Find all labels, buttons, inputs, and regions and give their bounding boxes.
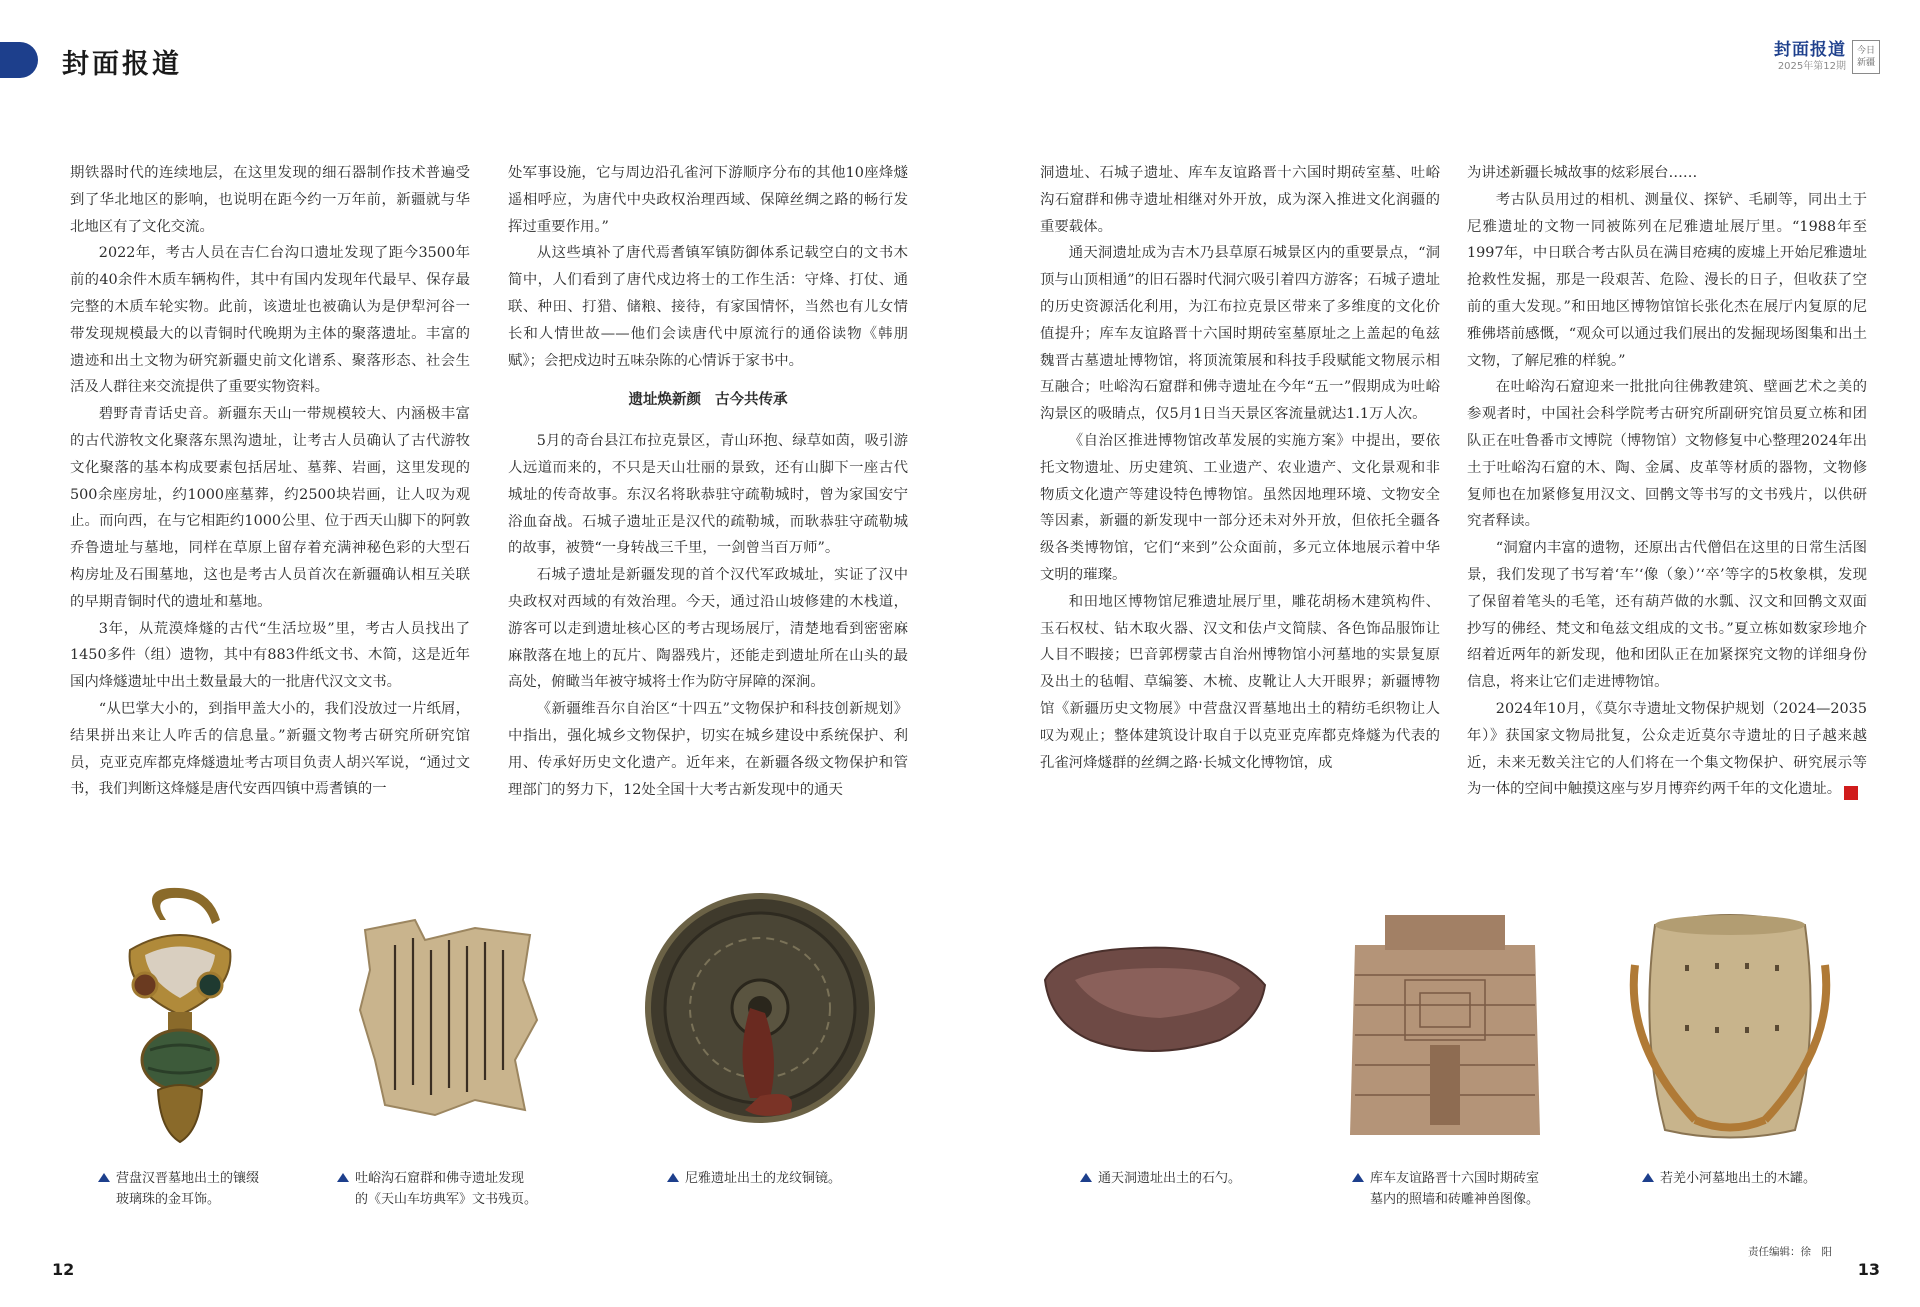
paragraph: 2022年，考古人员在吉仁台沟口遗址发现了距今3500年前的40余件木质车辆构件，其中有国内发现年代最早、保存最完整的木质车轮实物。此前，该遗址也被确认为是伊犁河谷一带发现规模最大的以青铜时代晚期为主体的聚落遗址。丰富的遗迹和出土文物为研究新疆史前文化谱系、聚落形态、社会生活及人群往来交流提供了重要实物资料。 [70, 245, 470, 396]
paragraph: 期铁器时代的连续地层，在这里发现的细石器制作技术普遍受到了华北地区的影响，也说明在距今约一万年前，新疆就与华北地区有了文化交流。 [70, 165, 470, 235]
manuscript-fragment-image [355, 910, 545, 1120]
paragraph: 《新疆维吾尔自治区“十四五”文物保护和科技创新规划》中指出，强化城乡文物保护，切实在城乡建设中系统保护、利用、传承好历史文化遗产。近年来，在新疆各级文物保护和管理部门的努力下，12处全国十大考古新发现中的通天 [508, 701, 908, 798]
article-column-3 [1040, 160, 1440, 776]
triangle-icon [1080, 1173, 1092, 1182]
triangle-icon [667, 1173, 679, 1182]
gold-earring-image [100, 880, 260, 1150]
paragraph: 《自治区推进博物馆改革发展的实施方案》中提出，要依托文物遗址、历史建筑、工业遗产、农业遗产、文化景观和非物质文化遗产等建设特色博物馆。虽然因地理环境、文物安全等因素，新疆的新发现中一部分还未对外开放，但依托全疆各级各类博物馆，它们“来到”公众面前，多元立体地展示着中华文明的璀璨。 [1040, 432, 1440, 583]
paragraph: “从巴掌大小的，到指甲盖大小的，我们没放过一片纸屑，结果拼出来让人咋舌的信息量。”新疆文物考古研究所研究馆员，克亚克库都克烽燧遗址考古项目负责人胡兴军说，“通过文书，我们判断这烽燧是唐代安西四镇中焉耆镇的一 [70, 700, 470, 798]
brand-name: 封面报道 [1774, 40, 1846, 60]
page-number-right: 13 [1857, 1260, 1880, 1279]
article-column-2 [508, 160, 908, 803]
paragraph: 从这些填补了唐代焉耆镇军镇防御体系记载空白的文书木简中，人们看到了唐代戍边将士的工作生活：守烽、打仗、通联、种田、打猎、储粮、接待，有家国情怀，当然也有儿女情长和人情世故——他们会读唐代中原流行的通俗读物《韩朋赋》；会把戍边时五味杂陈的心情诉于家书中。 [508, 245, 908, 369]
wooden-jar-image [1625, 905, 1835, 1145]
paragraph: 3年，从荒漠烽燧的古代“生活垃圾”里，考古人员找出了1450多件（组）遗物，其中有883件纸文书、木简，这是近年国内烽燧遗址中出土数量最大的一批唐代汉文文书。 [70, 620, 470, 691]
paragraph: “洞窟内丰富的遗物，还原出古代僧侣在这里的日常生活图景，我们发现了书写着‘车’‘像（象）’‘卒’等字的5枚象棋，发现了保留着笔头的毛笔，还有葫芦做的水瓢、汉文和回鹘文双面抄写的佛经、梵文和龟兹文组成的文书。”夏立栋如数家珍地介绍着近两年的新发现，他和团队正在加紧探究文物的详细身份信息，将来让它们走进博物馆。 [1467, 540, 1867, 691]
triangle-icon [1642, 1173, 1654, 1182]
magazine-brand [1774, 40, 1880, 74]
brick-wall-image [1345, 905, 1545, 1145]
magazine-logo-icon: 今日 新疆 [1852, 40, 1880, 74]
article-column-4 [1467, 160, 1876, 803]
section-title: 封面报道 [62, 49, 182, 80]
article-column-1 [70, 160, 470, 803]
triangle-icon [1352, 1173, 1364, 1182]
section-tab-marker [0, 42, 38, 78]
paragraph: 考古队员用过的相机、测量仪、探铲、毛刷等，同出土于尼雅遗址的文物一同被陈列在尼雅遗址展厅里。“1988年至1997年，中日联合考古队员在满目疮痍的废墟上开始尼雅遗址抢救性发掘，那是一段艰苦、危险、漫长的日子，但收获了空前的重大发现。”和田地区博物馆馆长张化杰在展厅内复原的尼雅佛塔前感慨，“观众可以通过我们展出的发掘现场图集和出土文物，了解尼雅的样貌。” [1467, 191, 1867, 369]
paragraph: 碧野青青话史音。新疆东天山一带规模较大、内涵极丰富的古代游牧文化聚落东黑沟遗址，让考古人员确认了古代游牧文化聚落的基本构成要素包括居址、墓葬、岩画，这里发现的500余座房址，约1000座墓葬，约2500块岩画，让人叹为观止。而向西，在与它相距约1000公里、位于西天山脚下的阿敦乔鲁遗址与墓地，同样在草原上留存着充满神秘色彩的大型石构房址及石围墓地，这也是考古人员首次在新疆确认相互关联的早期青铜时代的遗址和墓地。 [70, 406, 470, 610]
caption-wooden-jar: 若羌小河墓地出土的木罐。 [1642, 1168, 1816, 1189]
paragraph: 通天洞遗址成为吉木乃县草原石城景区内的重要景点，“洞顶与山顶相通”的旧石器时代洞穴吸引着四方游客；石城子遗址的历史资源活化利用，为江布拉克景区带来了多维度的文化价值提升；库车友谊路晋十六国时期砖室墓原址之上盖起的龟兹魏晋古墓遗址博物馆，将顶流策展和科技手段赋能文物展示相互融合；吐峪沟石窟群和佛寺遗址在今年“五一”假期成为吐峪沟景区的吸睛点，仅5月1日当天景区客流量就达1.1万人次。 [1040, 245, 1440, 423]
caption-bronze-mirror: 尼雅遗址出土的龙纹铜镜。 [667, 1168, 841, 1189]
paragraph: 石城子遗址是新疆发现的首个汉代军政城址，实证了汉中央政权对西域的有效治理。今天，通过沿山坡修建的木栈道，游客可以走到遗址核心区的考古现场展厅，清楚地看到密密麻麻散落在地上的瓦片、陶器残片，还能走到遗址所在山头的最高处，俯瞰当年被守城将士作为防守屏障的深涧。 [508, 567, 908, 691]
page-number-left: 12 [52, 1260, 75, 1279]
caption-manuscript: 吐峪沟石窟群和佛寺遗址发现 的《天山车坊典军》文书残页。 [337, 1168, 537, 1210]
paragraph: 和田地区博物馆尼雅遗址展厅里，雕花胡杨木建筑构件、玉石权杖、钻木取火器、汉文和佉卢文简牍、各色饰品服饰让人目不暇接；巴音郭楞蒙古自治州博物馆小河墓地的实景复原及出土的毡帽、草编篓、木梳、皮靴让人大开眼界；新疆博物馆《新疆历史文物展》中营盘汉晋墓地出土的精纺毛织物让人叹为观止；整体建筑设计取自于以克亚克库都克烽燧为代表的孔雀河烽燧群的丝绸之路·长城文化博物馆，成 [1040, 593, 1440, 771]
triangle-icon [337, 1173, 349, 1182]
triangle-icon [98, 1173, 110, 1182]
paragraph: 洞遗址、石城子遗址、库车友谊路晋十六国时期砖室墓、吐峪沟石窟群和佛寺遗址相继对外开放，成为深入推进文化润疆的重要载体。 [1040, 165, 1440, 235]
bronze-mirror-image [640, 888, 880, 1128]
paragraph: 5月的奇台县江布拉克景区，青山环抱、绿草如茵，吸引游人远道而来的，不只是天山壮丽的景致，还有山脚下一座古代城址的传奇故事。东汉名将耿恭驻守疏勒城时，曾为家国安宁浴血奋战。石城子遗址正是汉代的疏勒城，而耿恭驻守疏勒城的故事，被赞“一身转战三千里，一剑曾当百万师”。 [508, 433, 908, 557]
paragraph: 在吐峪沟石窟迎来一批批向往佛教建筑、壁画艺术之美的参观者时，中国社会科学院考古研究所副研究馆员夏立栋和团队正在吐鲁番市文博院（博物馆）文物修复中心整理2024年出土于吐峪沟石窟的木、陶、金属、皮革等材质的器物，文物修复师也在加紧修复用汉文、回鹘文等书写的文书残片，以供研究者释读。 [1467, 379, 1867, 530]
stone-spoon-image [1030, 930, 1280, 1070]
caption-brick-wall: 库车友谊路晋十六国时期砖室 墓内的照墙和砖雕神兽图像。 [1352, 1168, 1539, 1210]
caption-gold-earring: 营盘汉晋墓地出土的镶缀 玻璃珠的金耳饰。 [98, 1168, 259, 1210]
paragraph: 为讲述新疆长城故事的炫彩展台…… [1467, 165, 1698, 181]
subheading: 遗址焕新颜 古今共传承 [628, 392, 788, 409]
paragraph: 处军事设施，它与周边沿孔雀河下游顺序分布的其他10座烽燧遥相呼应，为唐代中央政权治理西域、保障丝绸之路的畅行发挥过重要作用。” [508, 165, 908, 235]
issue-label: 2025年第12期 [1777, 61, 1846, 72]
editor-credit: 责任编辑：徐 阳 [1748, 1246, 1832, 1258]
caption-stone-spoon: 通天洞遗址出土的石勺。 [1080, 1168, 1241, 1189]
end-mark-icon: J [1844, 786, 1858, 800]
paragraph: 2024年10月，《莫尔寺遗址文物保护规划（2024—2035年）》获国家文物局批复，公众走近莫尔寺遗址的日子越来越近，未来无数关注它的人们将在一个集文物保护、研究展示等为一体的空间中触摸这座与岁月博弈约两千年的文化遗址。 J [1467, 700, 1876, 799]
